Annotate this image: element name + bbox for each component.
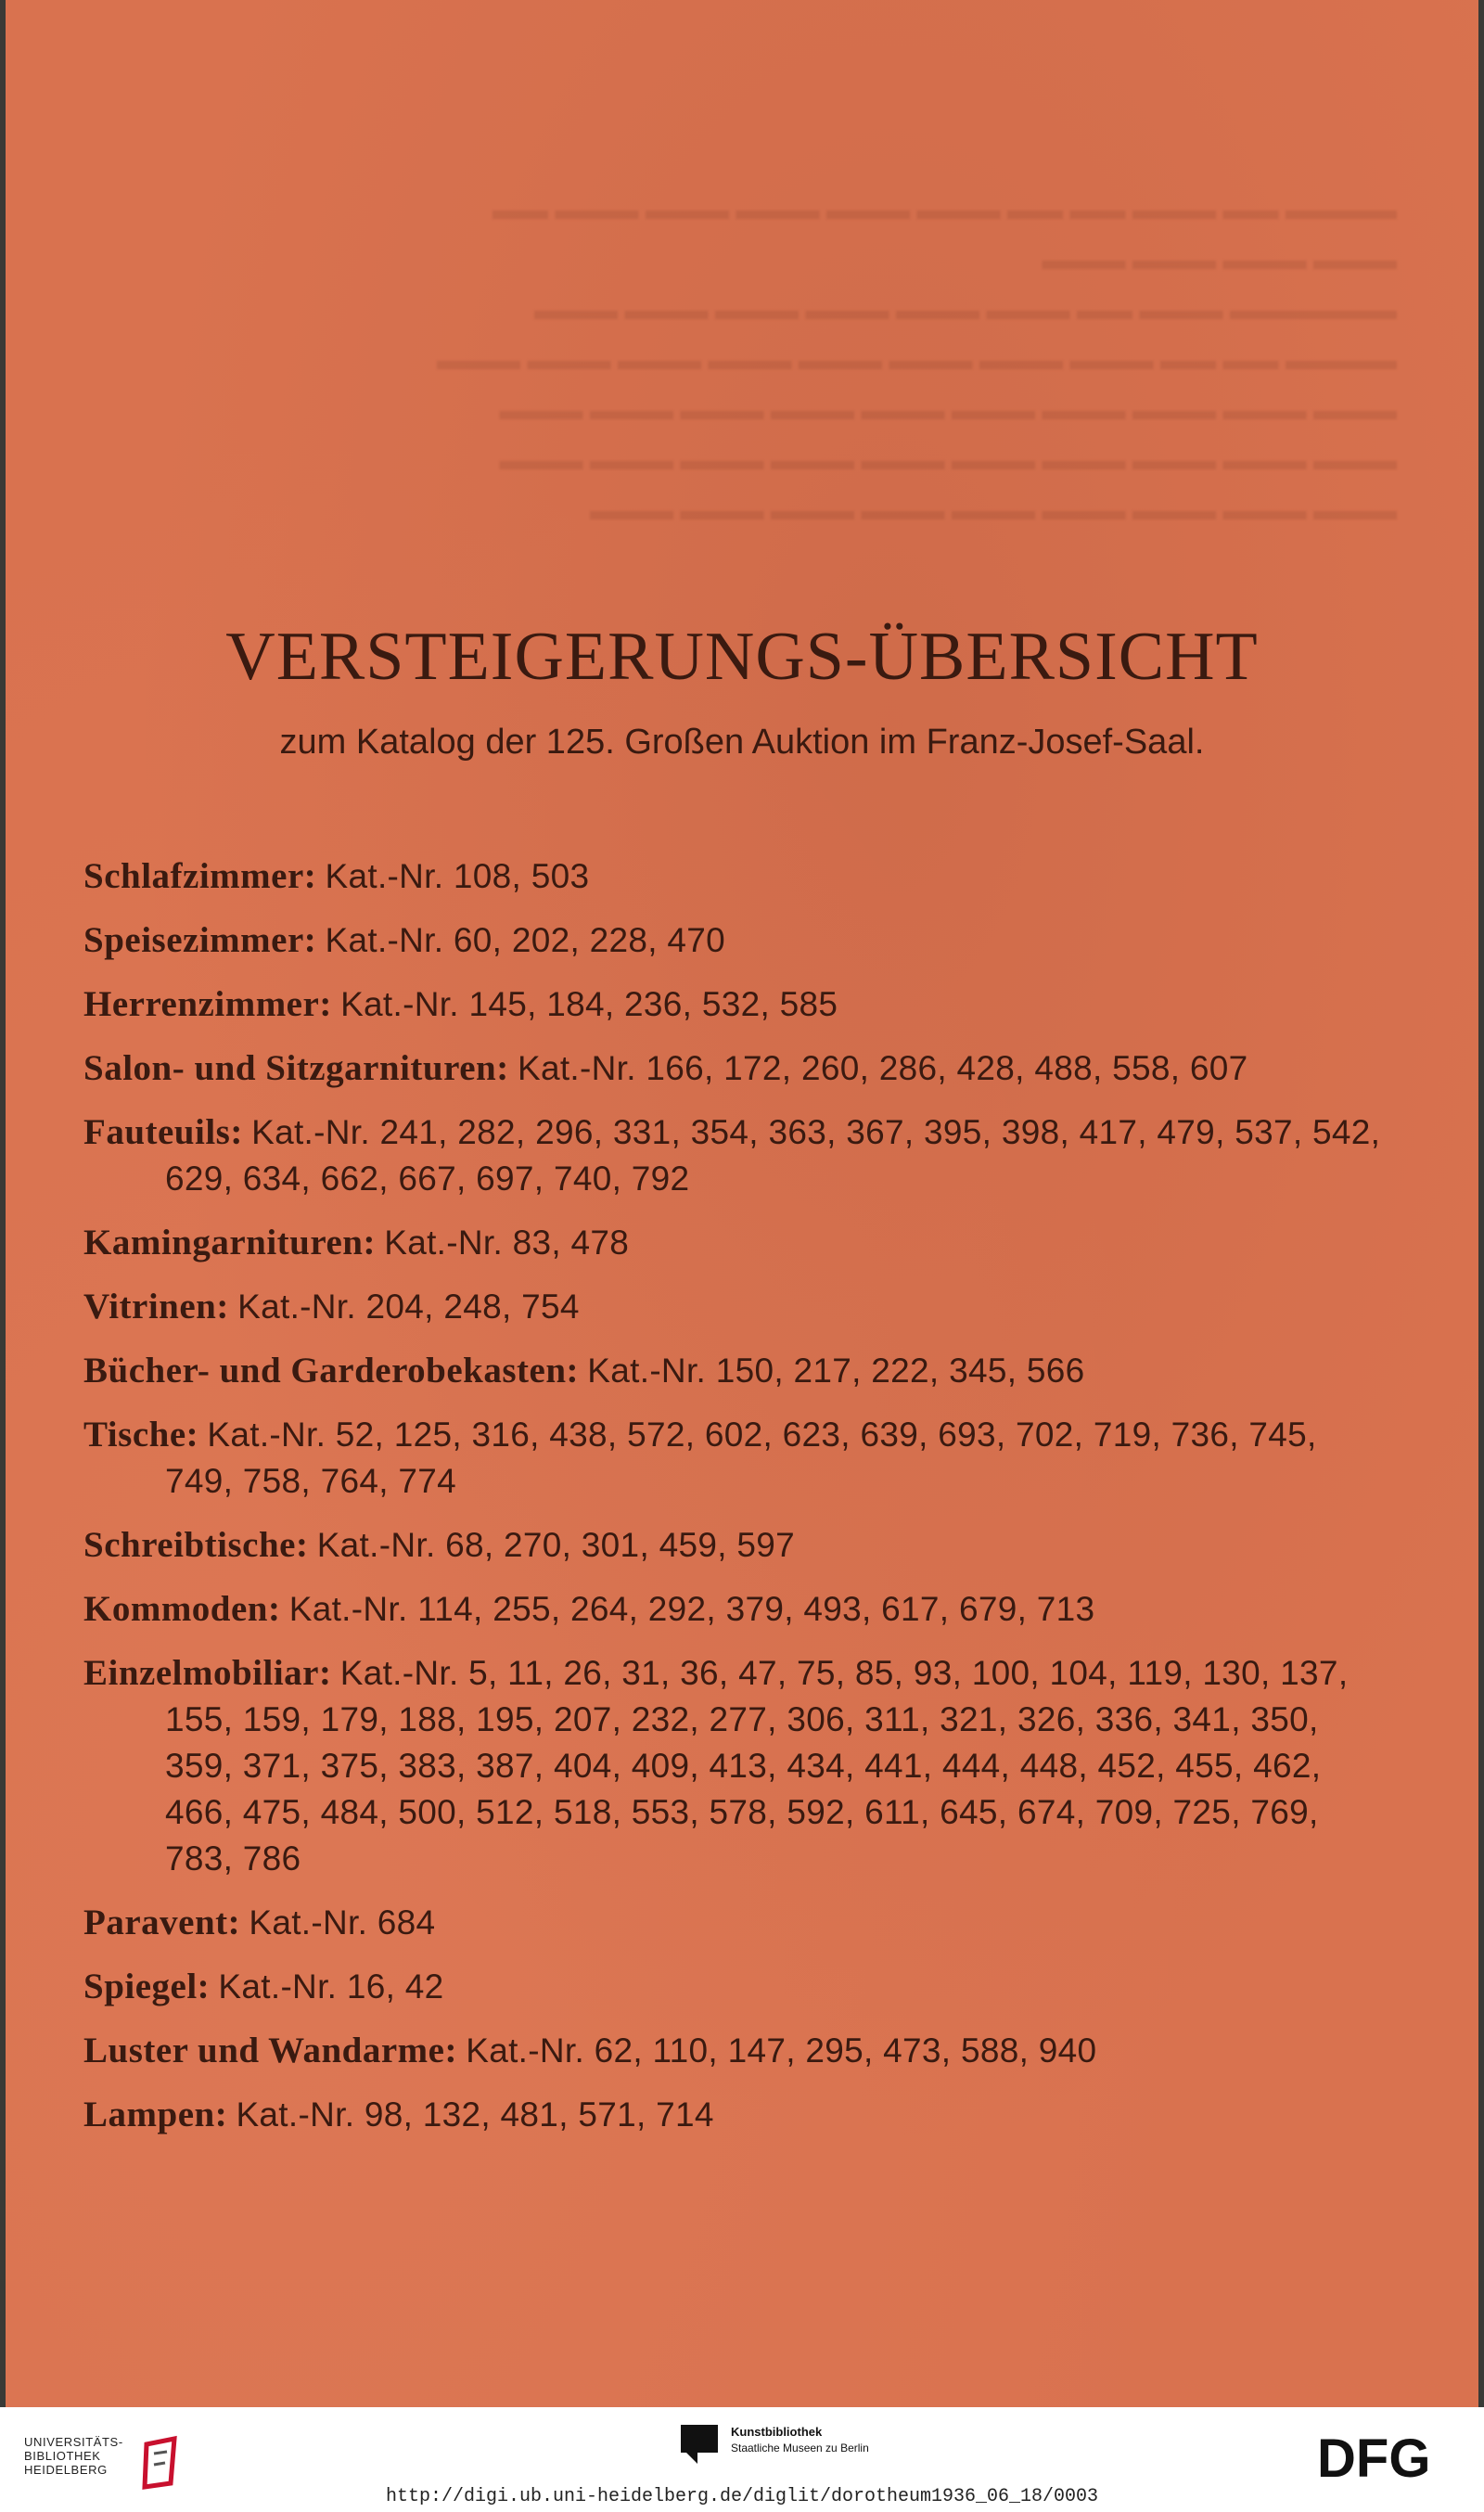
entry-label: Schreibtische — [83, 1525, 296, 1565]
list-item: Luster und Wandarme: Kat.-Nr. 62, 110, 147, 295, 473, 588, 940 — [83, 2031, 1097, 2070]
list-item: Fauteuils: Kat.-Nr. 241, 282, 296, 331, 354, 363, 367, 395, 398, 417, 479, 537, 542, 629, 634, 662, 667, 697, 740, 792 — [83, 1112, 1381, 1198]
list-item: Kommoden: Kat.-Nr. 114, 255, 264, 292, 379, 493, 617, 679, 713 — [83, 1589, 1095, 1629]
entry-numbers: Kat.-Nr. 150, 217, 222, 345, 566 — [587, 1352, 1085, 1390]
entry-label: Schlafzimmer — [83, 856, 304, 896]
permalink-url[interactable]: http://digi.ub.uni-heidelberg.de/diglit/dorotheum1936_06_18/0003 — [385, 2486, 1099, 2507]
entry-numbers: Kat.-Nr. 108, 503 — [325, 857, 590, 895]
list-item: Spiegel: Kat.-Nr. 16, 42 — [83, 1967, 444, 2006]
list-item: Speisezimmer: Kat.-Nr. 60, 202, 228, 470 — [83, 920, 726, 960]
list-item: Kamingarnituren: Kat.-Nr. 83, 478 — [83, 1223, 630, 1262]
list-item: Schlafzimmer: Kat.-Nr. 108, 503 — [83, 856, 590, 896]
auction-overview-list — [83, 853, 1391, 2156]
entry-label: Einzelmobiliar — [83, 1653, 319, 1693]
entry-label: Tische — [83, 1415, 186, 1455]
entry-label: Spiegel — [83, 1967, 198, 2006]
entry-numbers: Kat.-Nr. 98, 132, 481, 571, 714 — [236, 2095, 714, 2134]
entry-numbers: Kat.-Nr. 62, 110, 147, 295, 473, 588, 940 — [466, 2031, 1097, 2070]
entry-numbers: Kat.-Nr. 16, 42 — [218, 1967, 444, 2006]
entry-numbers: Kat.-Nr. 204, 248, 754 — [237, 1288, 580, 1326]
entry-label: Fauteuils — [83, 1112, 231, 1152]
university-library-logo[interactable] — [24, 2435, 191, 2491]
list-item: Herrenzimmer: Kat.-Nr. 145, 184, 236, 532, 585 — [83, 984, 838, 1024]
dfg-logo-text: DFG — [1317, 2430, 1431, 2486]
kunstbibliothek-logo[interactable] — [679, 2423, 920, 2479]
entry-numbers: Kat.-Nr. 83, 478 — [384, 1224, 630, 1262]
page-title: VERSTEIGERUNGS-ÜBERSICHT — [225, 619, 1259, 695]
university-seal-icon — [134, 2435, 198, 2491]
dfg-logo[interactable] — [1317, 2430, 1464, 2486]
bleed-through-texture: ▬▬▬▬ ▬▬ ▬▬▬ ▬▬ ▬▬ ▬▬▬ ▬▬▬ ▬▬▬ ▬▬▬ ▬▬▬ ▬▬ ▬▬▬ ▬▬▬ ▬▬▬ ▬▬▬ ▬▬▬▬▬▬ ▬▬▬ ▬▬ ▬▬▬ ▬▬▬ ▬▬▬ ▬▬▬ ▬▬▬ ▬▬▬ ▬▬▬▬ ▬▬ ▬▬ ▬▬▬ ▬▬▬ ▬▬▬ ▬▬▬ ▬▬▬ ▬▬▬ ▬▬▬ ▬▬▬ ▬▬▬ ▬▬▬ ▬▬▬ ▬▬▬ ▬▬▬ ▬▬▬ ▬▬▬ ▬▬▬ ▬▬▬ ▬▬▬ ▬▬▬ ▬▬▬ ▬▬▬ ▬▬▬ ▬▬▬ ▬▬▬ ▬▬▬ ▬▬▬ ▬▬▬ ▬▬▬ ▬▬▬ ▬▬▬ ▬▬▬ ▬▬▬ ▬▬▬ ▬▬▬ ▬▬▬ ▬▬▬ ▬▬▬ — [437, 195, 1397, 526]
entry-numbers: Kat.-Nr. 145, 184, 236, 532, 585 — [340, 985, 838, 1023]
page-subtitle: zum Katalog der 125. Großen Auktion im Franz-Josef-Saal. — [279, 723, 1205, 762]
entry-label: Speisezimmer — [83, 920, 304, 960]
list-item: Lampen: Kat.-Nr. 98, 132, 481, 571, 714 — [83, 2095, 714, 2134]
entry-label: Kamingarnituren — [83, 1223, 364, 1262]
entry-label: Salon- und Sitzgarnituren — [83, 1048, 497, 1088]
entry-label: Paravent — [83, 1903, 228, 1942]
entry-label: Herrenzimmer — [83, 984, 320, 1024]
list-item: Salon- und Sitzgarnituren: Kat.-Nr. 166, 172, 260, 286, 428, 488, 558, 607 — [83, 1048, 1248, 1088]
entry-numbers: Kat.-Nr. 52, 125, 316, 438, 572, 602, 623, 639, 693, 702, 719, 736, 745, 749, 758, 764, 774 — [165, 1416, 1317, 1500]
entry-label: Kommoden — [83, 1589, 268, 1629]
kunstbibliothek-subtitle: Staatliche Museen zu Berlin — [731, 2442, 869, 2454]
kunstbibliothek-title: Kunstbibliothek — [731, 2425, 823, 2439]
entry-numbers: Kat.-Nr. 241, 282, 296, 331, 354, 363, 367, 395, 398, 417, 479, 537, 542, 629, 634, 662, 667, 697, 740, 792 — [165, 1113, 1381, 1198]
entry-label: Luster und Wandarme — [83, 2031, 445, 2070]
list-item: Bücher- und Garderobekasten: Kat.-Nr. 150, 217, 222, 345, 566 — [83, 1351, 1085, 1391]
catalog-page — [6, 0, 1478, 2407]
entry-numbers: Kat.-Nr. 684 — [249, 1903, 436, 1942]
entry-numbers: Kat.-Nr. 114, 255, 264, 292, 379, 493, 617, 679, 713 — [288, 1590, 1095, 1628]
kunstbibliothek-icon — [679, 2423, 720, 2464]
entry-numbers: Kat.-Nr. 68, 270, 301, 459, 597 — [316, 1526, 796, 1564]
entry-label: Lampen — [83, 2095, 215, 2134]
entry-label: Bücher- und Garderobekasten — [83, 1351, 567, 1391]
list-item: Paravent: Kat.-Nr. 684 — [83, 1903, 436, 1942]
entry-numbers: Kat.-Nr. 166, 172, 260, 286, 428, 488, 558, 607 — [517, 1049, 1248, 1087]
list-item: Vitrinen: Kat.-Nr. 204, 248, 754 — [83, 1287, 580, 1326]
list-item: Einzelmobiliar: Kat.-Nr. 5, 11, 26, 31, 36, 47, 75, 85, 93, 100, 104, 119, 130, 137, 155, 159, 179, 188, 195, 207, 232, 277, 306, 311, 321, 326, 336, 341, 350, 359, 371, 375, 383, 387, 404, 409, 413, 434, 441, 444, 448, 452, 455, 462, 466, 475, 484, 500, 512, 518, 553, 578, 592, 611, 645, 674, 709, 725, 769, 783, 786 — [83, 1653, 1349, 1878]
university-library-name: UNIVERSITÄTS- BIBLIOTHEK HEIDELBERG — [24, 2435, 123, 2477]
entry-label: Vitrinen — [83, 1287, 217, 1326]
entry-numbers: Kat.-Nr. 5, 11, 26, 31, 36, 47, 75, 85, 93, 100, 104, 119, 130, 137, 155, 159, 179, 188, 195, 207, 232, 277, 306, 311, 321, 326, 336, 341, 350, 359, 371, 375, 383, 387, 404, 409, 413, 434, 441, 444, 448, 452, 455, 462, 466, 475, 484, 500, 512, 518, 553, 578, 592, 611, 645, 674, 709, 725, 769, 783, 786 — [165, 1654, 1349, 1878]
entry-numbers: Kat.-Nr. 60, 202, 228, 470 — [325, 921, 726, 959]
list-item: Tische: Kat.-Nr. 52, 125, 316, 438, 572, 602, 623, 639, 693, 702, 719, 736, 745, 749, 758, 764, 774 — [83, 1415, 1317, 1500]
list-item: Schreibtische: Kat.-Nr. 68, 270, 301, 459, 597 — [83, 1525, 796, 1565]
